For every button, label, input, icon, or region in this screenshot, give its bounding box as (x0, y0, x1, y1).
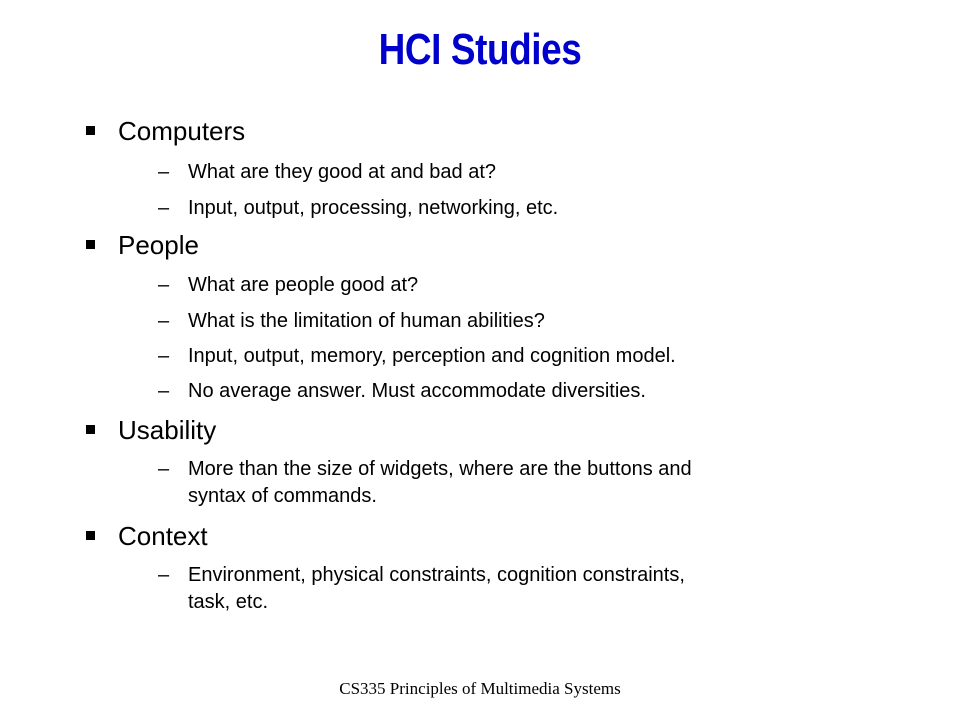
slide-title: HCI Studies (378, 25, 582, 74)
dash-marker: – (158, 274, 170, 296)
dash-marker: – (158, 564, 170, 586)
dash-marker: – (158, 161, 170, 183)
sub-bullet (158, 273, 169, 298)
sub-bullet-text: What are people good at? (188, 274, 419, 296)
sub-bullet (158, 563, 169, 588)
sub-bullet-text: What are they good at and bad at? (188, 161, 496, 183)
sub-bullet-text: What is the limitation of human abilities? (188, 310, 545, 332)
sub-bullet-text: Environment, physical constraints, cognition constraints, (188, 564, 685, 586)
sub-bullet-text: Input, output, processing, networking, etc. (188, 197, 559, 219)
sub-bullet (158, 196, 169, 221)
sub-bullet (158, 160, 169, 185)
sub-bullet (158, 379, 169, 404)
bullet-marker (86, 425, 95, 434)
sub-bullet-text: Input, output, memory, perception and cognition model. (188, 345, 676, 367)
dash-marker: – (158, 380, 170, 402)
sub-bullet (158, 457, 169, 482)
dash-marker: – (158, 458, 170, 480)
bullet-heading-context: Context (118, 521, 208, 551)
sub-bullet-text: More than the size of widgets, where are the buttons and (188, 458, 692, 480)
sub-bullet (158, 344, 169, 369)
bullet-marker (86, 240, 95, 249)
slide-footer: CS335 Principles of Multimedia Systems (339, 679, 621, 698)
bullet-marker (86, 126, 95, 135)
bullet-marker (86, 531, 95, 540)
sub-bullet-text: No average answer. Must accommodate diversities. (188, 380, 646, 402)
bullet-heading-usability: Usability (118, 415, 217, 445)
dash-marker: – (158, 310, 170, 332)
bullet-heading-people: People (118, 230, 199, 260)
sub-bullet (158, 309, 169, 334)
dash-marker: – (158, 345, 170, 367)
bullet-heading-computers: Computers (118, 116, 246, 146)
sub-bullet-text-continuation: syntax of commands. (188, 485, 377, 507)
dash-marker: – (158, 197, 170, 219)
sub-bullet-text-continuation: task, etc. (188, 591, 269, 613)
